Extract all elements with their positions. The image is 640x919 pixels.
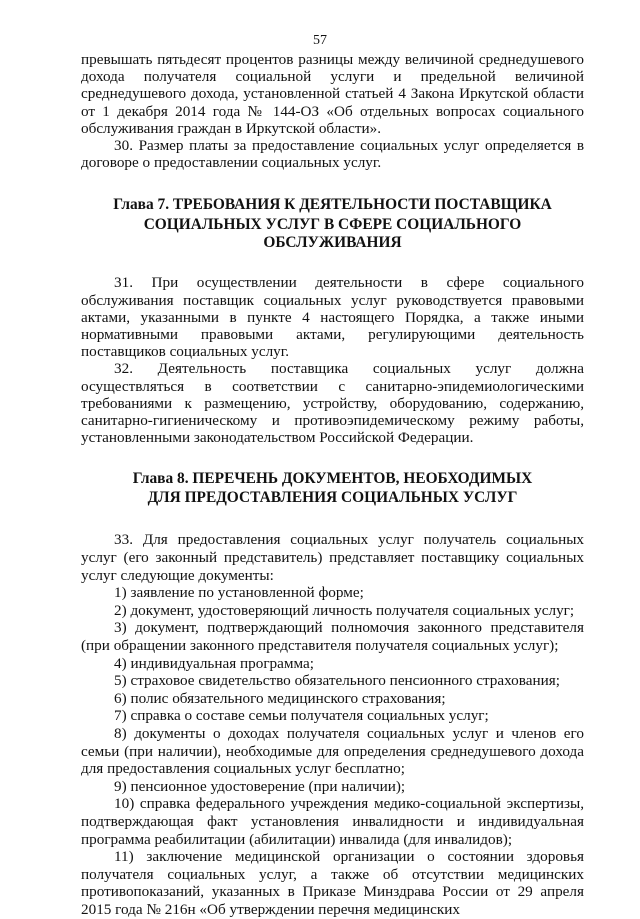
chapter-7-heading-line-1: Глава 7. ТРЕБОВАНИЯ К ДЕЯТЕЛЬНОСТИ ПОСТАВЩИКА (113, 196, 552, 214)
document-list-item: 8) документы о доходах получателя социальных услуг и членов его семьи (при наличии), необходимые для определения среднедушевого дохода для предоставления социальных услуг бесплатно; (81, 724, 584, 778)
document-body (81, 51, 584, 919)
paragraph-item-32: 32. Деятельность поставщика социальных услуг должна осуществляться в соответствии с санитарно-эпидемиологическими требованиями к размещению, устройству, оборудованию, содержанию, санитарно-гигиеническому и противоэпидемическому режиму работы, установленными законодательством Российской Федерации. (81, 360, 584, 447)
paragraph-item-31: 31. При осуществлении деятельности в сфере социального обслуживания поставщик социальных услуг руководствуется правовыми актами, указанными в пункте 4 настоящего Порядка, а также иными нормативными правовыми актами, регулирующими деятельность поставщиков социальных услуг. (81, 274, 584, 361)
document-list-item: 2) документ, удостоверяющий личность получателя социальных услуг; (114, 601, 575, 619)
paragraph-item-30: 30. Размер платы за предоставление социальных услуг определяется в договоре о предоставлении социальных услуг. (81, 137, 584, 172)
document-list-item: 1) заявление по установленной форме; (114, 584, 364, 602)
paragraph-item-33: 33. Для предоставления социальных услуг получатель социальных услуг (его законный представитель) представляет поставщику социальных услуг следующие документы: (81, 531, 584, 584)
document-list-item: 5) страховое свидетельство обязательного пенсионного страхования; (114, 672, 560, 690)
page-number: 57 (313, 33, 327, 48)
chapter-8-heading-line-1: Глава 8. ПЕРЕЧЕНЬ ДОКУМЕНТОВ, НЕОБХОДИМЫХ (132, 470, 533, 488)
document-list-item: 4) индивидуальная программа; (114, 654, 314, 672)
continuation-paragraph: превышать пятьдесят процентов разницы между величиной среднедушевого дохода получателя социальной услуги и предельной величиной среднедушевого дохода, установленной статьей 4 Закона Иркутской области от 1 декабря 2014 года № 144-ОЗ «Об отдельных вопросах социального обслуживания граждан в Иркутской области». (81, 51, 584, 137)
chapter-7-heading-line-2: СОЦИАЛЬНЫХ УСЛУГ В СФЕРЕ СОЦИАЛЬНОГО ОБСЛУЖИВАНИЯ (143, 216, 522, 252)
document-list-item: 3) документ, подтверждающий полномочия законного представителя (при обращении законного представителя получателя социальных услуг); (81, 619, 584, 655)
chapter-8-heading-line-2: ДЛЯ ПРЕДОСТАВЛЕНИЯ СОЦИАЛЬНЫХ УСЛУГ (147, 489, 518, 507)
documents-list (81, 584, 584, 918)
document-list-item: 10) справка федерального учреждения медико-социальной экспертизы, подтверждающая факт установления инвалидности и индивидуальная программа реабилитации (абилитации) инвалида (для инвалидов); (81, 795, 584, 848)
document-list-item: 9) пенсионное удостоверение (при наличии); (114, 777, 406, 795)
document-list-item: 7) справка о составе семьи получателя социальных услуг; (114, 707, 489, 725)
chapter-7-heading (81, 196, 584, 252)
document-list-item: 6) полис обязательного медицинского страхования; (114, 689, 446, 707)
chapter-8-heading (81, 470, 584, 507)
document-list-item: 11) заключение медицинской организации о состоянии здоровья получателя социальных услуг, а также об отсутствии медицинских противопоказаний, указанных в Приказе Минздрава России от 29 апреля 2015 года № 216н «Об утверждении перечня медицинских (81, 848, 584, 918)
